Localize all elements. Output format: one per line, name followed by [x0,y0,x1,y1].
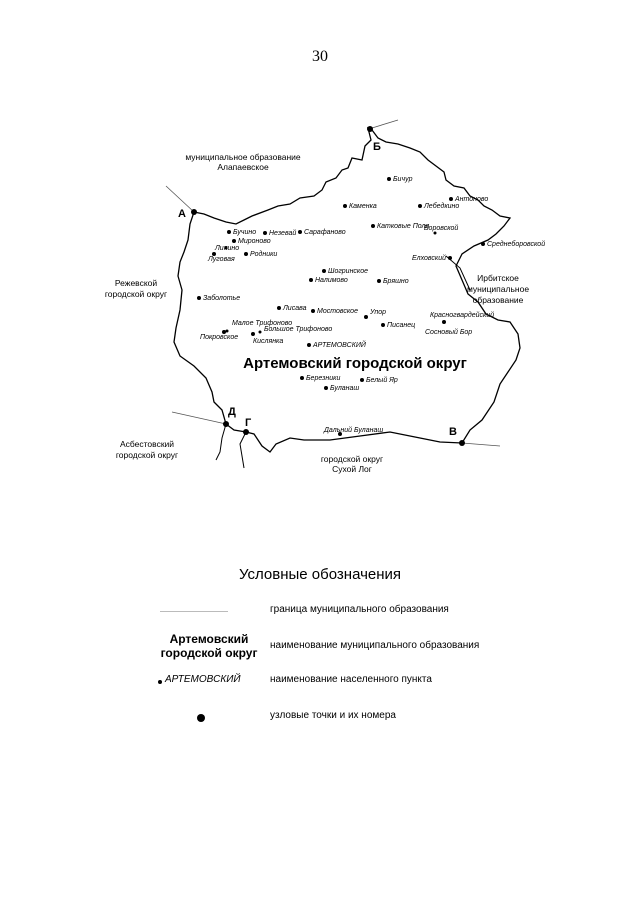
node-label-v: В [449,426,457,438]
settlement-bulanash: Буланаш [330,385,360,392]
legend-item-settlement [0,674,640,696]
legend-name-sample-line1: Артемовский [169,632,249,646]
settlement-nezevay: Незевай [269,230,297,237]
settlements [197,176,545,436]
settlement-bryashno: Бряшно [383,278,409,285]
settlement-bichur: Бичур [393,176,413,183]
settlement-bely-yar: Белый Яр [366,377,398,384]
settlement-shogrinskoe: Шогринское [328,268,369,275]
node-label-a: А [178,208,186,220]
node-point-d [223,421,229,427]
settlement-elkhovsky: Елховский [412,255,447,262]
settlement-nalimovo: Налимово [315,277,348,284]
neighbor-sukhoy-log-line1: городской округ [320,454,384,464]
settlement-rodniki: Родники [250,251,278,258]
legend-item-municipality-name [0,632,640,662]
settlement-lisava: Лисава [283,305,307,312]
settlement-kamenka: Каменка [349,203,377,210]
settlement-mostovskoe: Мостовское [317,308,358,315]
legend-boundary-description: граница муниципального образования [270,604,449,615]
settlement-katkovye-polya: Катковые Поля [377,223,430,230]
legend-item-boundary [0,604,640,626]
settlement-maloe-trifonovo: Малое Трифоново [232,320,293,327]
settlement-mironovo: Мироново [238,238,271,245]
node-point-b [367,126,373,132]
node-point-a [191,209,197,215]
settlement-artemovsky: АРТЕМОВСКИЙ [313,342,366,349]
neighbor-asbestovsky-line1: Асбестовский [119,439,175,449]
legend-item-node [0,710,640,732]
legend-name-sample [150,632,268,660]
boundary-line-g [240,432,246,468]
page-number: 30 [312,48,328,65]
neighbor-sukhoy-log-line2: Сухой Лог [332,464,372,474]
settlement-bolshoe-trifonovo: Большое Трифоново [264,326,333,333]
neighbor-irbitskoe-line3: образование [472,295,524,305]
node-point-g [243,429,249,435]
settlement-buchino: Бучино [233,229,257,236]
legend-boundary-line-sample [160,611,228,612]
settlement-lipino: Липино [215,245,240,252]
node-label-b: Б [373,141,381,153]
neighbor-rezhevskoy-line2: городской округ [104,289,168,299]
settlement-lugovaya: Луговая [208,256,235,263]
settlement-pisanets: Писанец [387,322,416,329]
legend-settlement-dot [158,680,162,684]
node-label-g: Г [245,417,252,429]
settlement-dalny-bulanash: Дальний Буланаш [324,427,384,434]
boundary-line-d-south [216,424,226,460]
settlement-sarafanovo: Сарафаново [304,229,346,236]
neighbor-alapaevskoe-line1: муниципальное образование [185,152,301,162]
settlement-antonovo: Антоново [455,196,489,203]
boundary-line-b [372,120,398,128]
node-point-v [459,440,465,446]
legend-node-description: узловые точки и их номера [270,710,396,721]
settlement-sosnovy-bor: Сосновый Бор [425,329,473,336]
node-label-d: Д [228,406,236,418]
settlement-lebedkino: Лебедкино [424,203,460,210]
settlement-upor: Упор [370,309,387,316]
legend-name-description: наименование муниципального образования [270,640,480,651]
legend-title: Условные обозначения [238,566,402,583]
legend-node-dot [197,714,205,722]
neighbor-irbitskoe-line1: Ирбитское [477,273,519,283]
settlement-kislyanka: Кислянка [253,338,284,345]
settlement-sredneborovskoy: Среднеборовской [487,241,546,248]
legend-name-sample-line2: городской округ [160,646,258,660]
legend-settlement-description: наименование населенного пункта [270,674,432,685]
neighbor-irbitskoe-line2: муниципальное [466,284,530,294]
settlement-pokrovskoe: Покровское [200,334,239,341]
settlement-borovskoy: Боровской [424,225,459,232]
region-name: Артемовский городской округ [243,355,467,372]
boundary-line-d [172,412,226,424]
boundary-line-v [462,443,500,446]
settlement-berezniki: Березники [306,375,341,382]
neighbor-rezhevskoy-line1: Режевской [114,278,158,288]
settlement-krasnogvardeysky: Красногвардейский [430,312,495,319]
settlement-zabolotye: Заболотье [203,295,241,302]
legend-settlement-sample: АРТЕМОВСКИЙ [165,674,241,685]
neighbor-asbestovsky-line2: городской округ [115,450,179,460]
neighbor-alapaevskoe-line2: Алапаевское [217,162,269,172]
